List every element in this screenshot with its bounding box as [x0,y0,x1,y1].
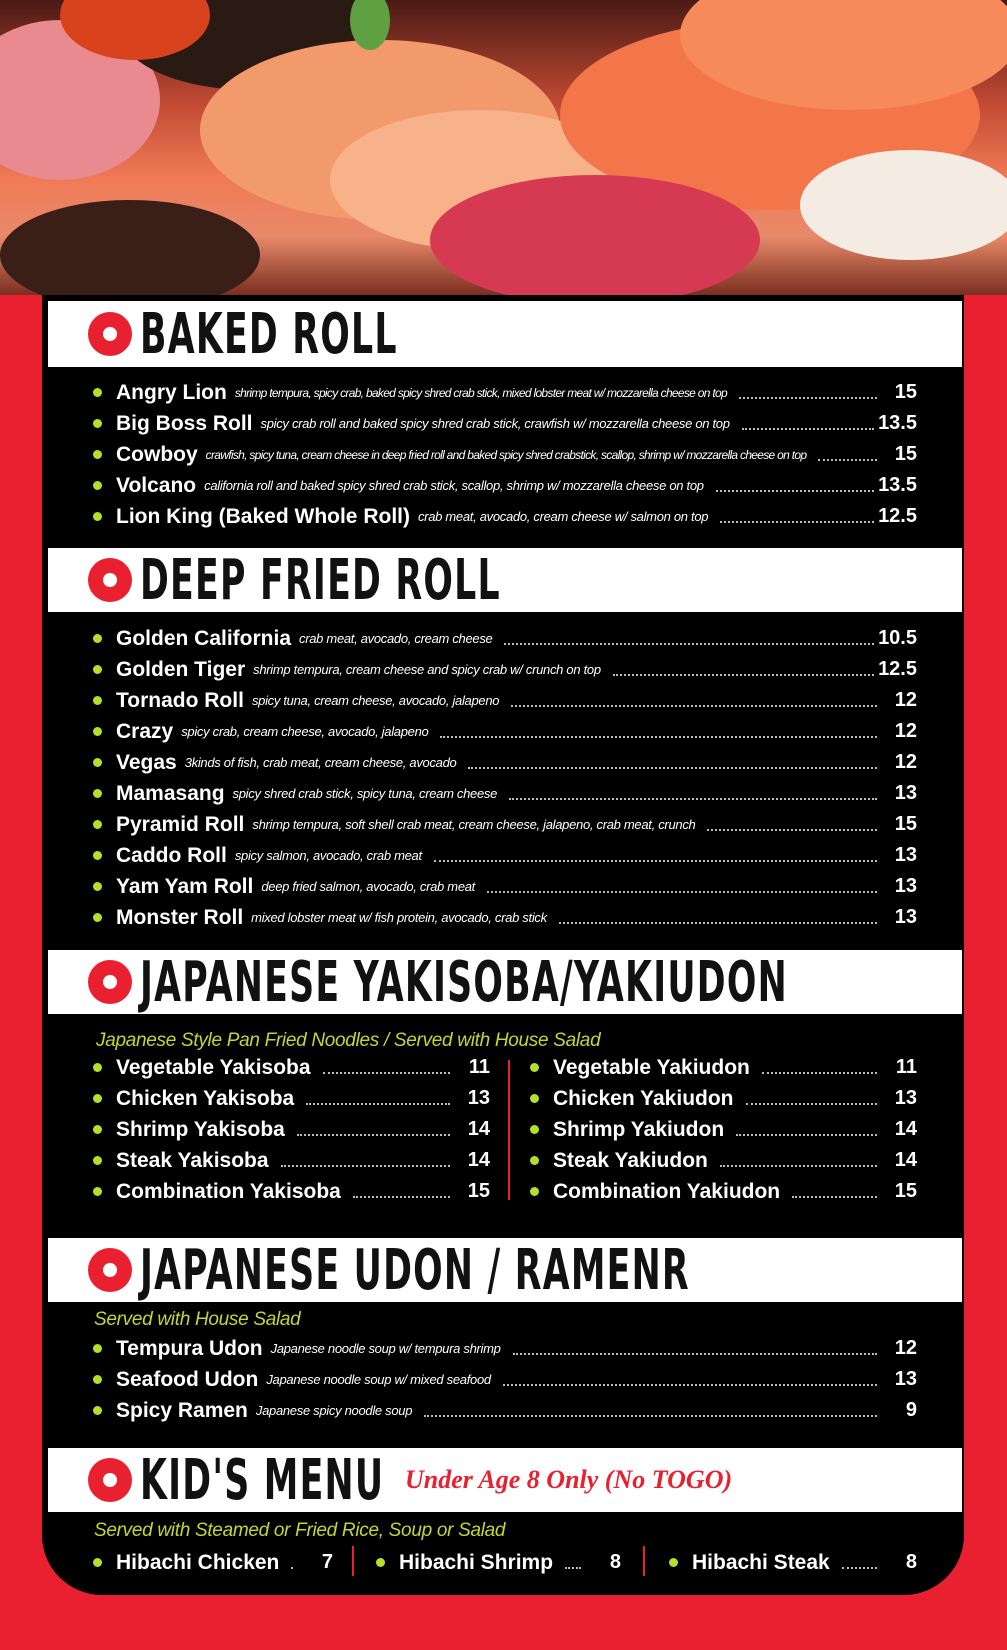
item-price: 14 [894,1149,917,1171]
dot-leader [297,1134,450,1136]
dot-leader [503,1384,877,1386]
menu-item [93,1176,490,1207]
bullet-icon [93,481,102,490]
section-header-yakisoba [48,950,962,1014]
item-description: 3kinds of fish, crab meat, cream cheese, avocado [184,755,457,770]
bullet-icon [93,665,102,674]
dot-leader [440,736,877,738]
circle-icon [88,558,132,602]
menu-item [93,809,917,840]
item-price: 13.5 [878,474,917,496]
bullet-icon [530,1187,539,1196]
menu-item [93,871,917,902]
dot-leader [306,1103,450,1105]
column-divider [352,1546,354,1576]
item-name: Steak Yakisoba [116,1148,269,1172]
dot-leader [613,674,874,676]
item-price: 15 [894,813,917,835]
sushi-photo [0,0,1007,295]
bullet-icon [93,1094,102,1103]
section-header-baked-roll [48,301,962,367]
bullet-icon [93,1063,102,1072]
dot-leader [511,705,877,707]
menu-item [93,1052,490,1083]
item-description: shrimp tempura, spicy crab, baked spicy shred crab stick, mixed lobster meat w/ mozzarella cheese on top [234,385,727,400]
menu-item [93,1333,917,1364]
item-name: Lion King (Baked Whole Roll) [116,504,410,528]
circle-icon [88,1248,132,1292]
item-description: spicy tuna, cream cheese, avocado, jalapeno [251,693,500,708]
bullet-icon [93,882,102,891]
menu-item [93,840,917,871]
dot-leader [487,891,877,893]
dot-leader [762,1072,877,1074]
item-name: Seafood Udon [116,1367,259,1391]
item-price: 12 [894,720,917,742]
item-price: 13 [894,844,917,866]
bullet-icon [93,727,102,736]
kids-age-note: Under Age 8 Only (No TOGO) [405,1465,733,1494]
menu-item [93,623,917,654]
bullet-icon [93,1558,102,1567]
bullet-icon [530,1063,539,1072]
item-description: Japanese spicy noodle soup [255,1403,413,1418]
menu-item [530,1145,917,1176]
item-description: spicy shred crab stick, spicy tuna, cream cheese [232,786,498,801]
menu-item [93,1547,333,1578]
menu-item [530,1114,917,1145]
column-divider [508,1060,510,1200]
yakisoba-list [93,1052,490,1207]
bullet-icon [93,1375,102,1384]
dot-leader [559,922,877,924]
item-price: 14 [467,1118,490,1140]
bullet-icon [93,419,102,428]
item-description: crab meat, avocado, cream cheese w/ salmon on top [417,509,709,524]
item-description: shrimp tempura, soft shell crab meat, cream cheese, jalapeno, crab meat, crunch [252,817,696,832]
bullet-icon [93,820,102,829]
dot-leader [513,1353,877,1355]
bullet-icon [530,1125,539,1134]
item-price: 13 [894,906,917,928]
item-price: 13 [894,875,917,897]
bullet-icon [93,851,102,860]
bullet-icon [93,789,102,798]
circle-icon [88,960,132,1004]
dot-leader [736,1134,877,1136]
dot-leader [716,490,874,492]
item-price: 10.5 [878,627,917,649]
item-name: Chicken Yakiudon [553,1086,734,1110]
dot-leader [818,459,877,461]
item-description: spicy crab, cream cheese, avocado, jalapeno [181,724,429,739]
item-name: Tempura Udon [116,1336,263,1360]
item-name: Monster Roll [116,905,244,929]
dot-leader [746,1103,878,1105]
menu-item [93,1145,490,1176]
item-name: Combination Yakiudon [553,1179,781,1203]
item-name: Steak Yakiudon [553,1148,708,1172]
item-description: california roll and baked spicy shred crab stick, scallop, shrimp w/ mozzarella cheese on top [204,478,704,493]
item-name: Crazy [116,719,174,743]
dot-leader [720,1165,877,1167]
menu-item [530,1176,917,1207]
item-description: spicy salmon, avocado, crab meat [234,848,422,863]
menu-item [93,1083,490,1114]
dot-leader [424,1415,877,1417]
menu-item [93,1364,917,1395]
item-name: Volcano [116,473,197,497]
section-subtitle: Served with Steamed or Fried Rice, Soup or Salad [94,1520,506,1541]
dot-leader [323,1072,450,1074]
item-price: 7 [321,1551,333,1573]
dot-leader [565,1567,581,1569]
dot-leader [353,1196,450,1198]
item-price: 14 [467,1149,490,1171]
section-header-deep-fried-roll [48,548,962,612]
item-price: 14 [894,1118,917,1140]
menu-item [93,501,917,532]
item-price: 13 [894,1368,917,1390]
item-description: deep fried salmon, avocado, crab meat [261,879,475,894]
udon-ramen-list [93,1333,917,1426]
column-divider [643,1546,645,1576]
menu-item [93,778,917,809]
item-name: Mamasang [116,781,225,805]
menu-item [530,1083,917,1114]
bullet-icon [93,1187,102,1196]
section-subtitle: Served with House Salad [94,1309,301,1330]
item-price: 12 [894,751,917,773]
item-name: Spicy Ramen [116,1398,248,1422]
bullet-icon [93,634,102,643]
bullet-icon [93,1344,102,1353]
bullet-icon [93,450,102,459]
dot-leader [707,829,877,831]
dot-leader [742,428,874,430]
item-price: 13 [467,1087,490,1109]
item-name: Shrimp Yakisoba [116,1117,285,1141]
section-subtitle: Japanese Style Pan Fried Noodles / Served with House Salad [96,1030,601,1051]
item-name: Golden California [116,626,292,650]
menu-item [93,1114,490,1145]
item-price: 13 [894,1087,917,1109]
item-price: 15 [894,381,917,403]
item-name: Hibachi Chicken [116,1550,280,1574]
dot-leader [739,397,877,399]
item-price: 15 [894,1180,917,1202]
item-name: Shrimp Yakiudon [553,1117,725,1141]
item-description: spicy crab roll and baked spicy shred crab stick, crawfish w/ mozzarella cheese on top [260,416,730,431]
bullet-icon [93,1406,102,1415]
item-price: 9 [905,1399,917,1421]
item-name: Caddo Roll [116,843,227,867]
item-price: 12.5 [878,658,917,680]
item-name: Pyramid Roll [116,812,245,836]
dot-leader [720,521,874,523]
item-description: crawfish, spicy tuna, cream cheese in deep fried roll and baked spicy shred crabstick, scallop, shrimp w/ mozzarella cheese on top [205,447,807,462]
item-price: 12 [894,1337,917,1359]
menu-item [530,1052,917,1083]
item-name: Golden Tiger [116,657,246,681]
section-title: DEEP FRIED ROLL [140,548,501,613]
menu-item [93,747,917,778]
dot-leader [842,1567,877,1569]
section-header-udon [48,1238,962,1302]
item-price: 8 [609,1551,621,1573]
item-name: Vegetable Yakiudon [553,1055,750,1079]
menu-item [93,470,917,501]
dot-leader [291,1567,293,1569]
menu-item [669,1547,917,1578]
item-name: Chicken Yakisoba [116,1086,295,1110]
item-description: Japanese noodle soup w/ mixed seafood [266,1372,491,1387]
menu-item [93,1395,917,1426]
item-description: crab meat, avocado, cream cheese [299,631,493,646]
menu-item [93,716,917,747]
bullet-icon [93,388,102,397]
dot-leader [504,643,874,645]
circle-icon [88,1458,132,1502]
item-price: 15 [894,443,917,465]
item-price: 12.5 [878,505,917,527]
item-description: shrimp tempura, cream cheese and spicy crab w/ crunch on top [253,662,601,677]
menu-item [93,377,917,408]
bullet-icon [669,1558,678,1567]
item-price: 13.5 [878,412,917,434]
item-name: Yam Yam Roll [116,874,254,898]
baked-roll-list [93,377,917,532]
dot-leader [792,1196,877,1198]
item-price: 15 [467,1180,490,1202]
bullet-icon [93,512,102,521]
item-name: Hibachi Shrimp [399,1550,554,1574]
section-title: JAPANESE YAKISOBA/YAKIUDON [140,950,788,1015]
item-price: 13 [894,782,917,804]
item-name: Tornado Roll [116,688,244,712]
menu-item [93,685,917,716]
circle-icon [88,312,132,356]
item-name: Big Boss Roll [116,411,253,435]
dot-leader [434,860,877,862]
menu-item [93,408,917,439]
bullet-icon [93,1125,102,1134]
item-description: mixed lobster meat w/ fish protein, avocado, crab stick [251,910,547,925]
bullet-icon [93,696,102,705]
item-name: Hibachi Steak [692,1550,830,1574]
dot-leader [509,798,877,800]
item-price: 11 [468,1056,490,1078]
item-name: Vegetable Yakisoba [116,1055,311,1079]
menu-item [376,1547,621,1578]
item-name: Angry Lion [116,380,227,404]
section-title: JAPANESE UDON / RAMENR [140,1238,690,1303]
bullet-icon [93,758,102,767]
item-price: 8 [905,1551,917,1573]
section-title: BAKED ROLL [140,302,398,367]
item-price: 12 [894,689,917,711]
bullet-icon [530,1156,539,1165]
yakiudon-list [530,1052,917,1207]
item-price: 11 [895,1056,917,1078]
item-name: Vegas [116,750,177,774]
item-name: Combination Yakisoba [116,1179,341,1203]
item-name: Cowboy [116,442,198,466]
dot-leader [281,1165,450,1167]
bullet-icon [93,1156,102,1165]
bullet-icon [93,913,102,922]
bullet-icon [530,1094,539,1103]
dot-leader [468,767,877,769]
menu-item [93,439,917,470]
menu-item [93,902,917,933]
section-title: KID'S MENU [140,1448,385,1513]
bullet-icon [376,1558,385,1567]
deep-fried-roll-list [93,623,917,933]
menu-item [93,654,917,685]
item-description: Japanese noodle soup w/ tempura shrimp [270,1341,501,1356]
